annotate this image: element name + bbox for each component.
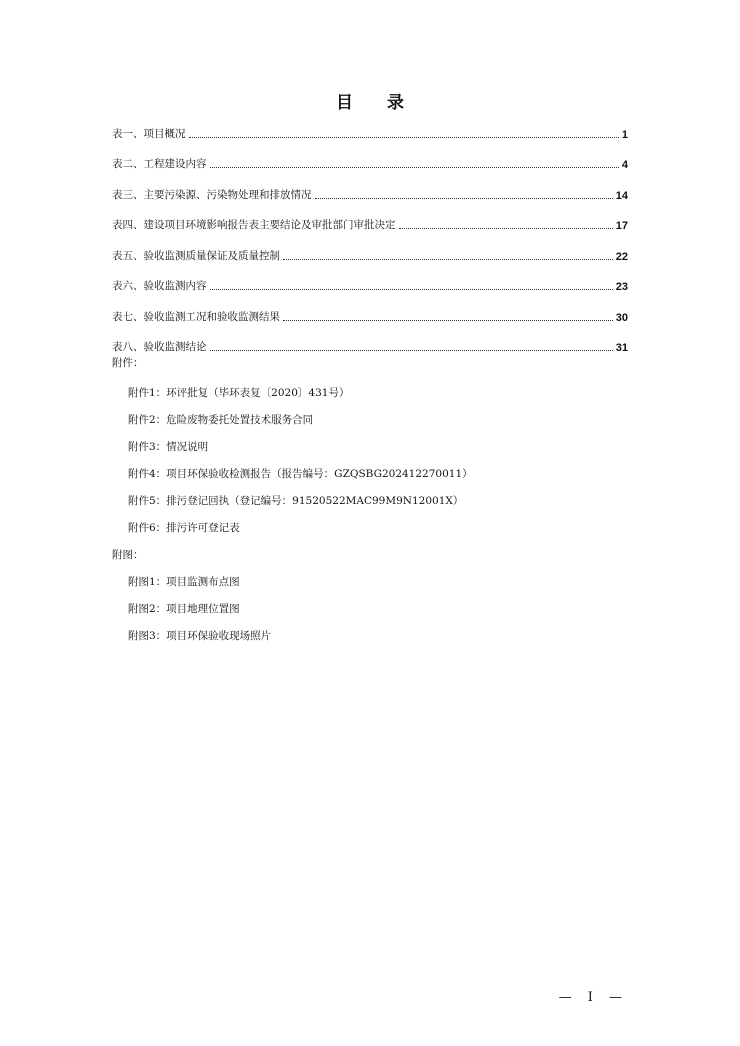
toc-entry[interactable]: [112, 324, 628, 355]
toc-entry[interactable]: [112, 232, 628, 263]
toc-entry-page: 31: [615, 342, 628, 354]
attachments-heading: 附件：: [112, 357, 144, 369]
toc-entry[interactable]: [112, 202, 628, 233]
toc-leader-dots: [283, 259, 613, 260]
attachment-item: 附件1：环评批复（毕环表复〔2020〕431号）: [128, 387, 350, 399]
toc-leader-dots: [189, 137, 619, 138]
figures-list: [128, 574, 271, 655]
attachment-item: 附件5：排污登记回执（登记编号：91520522MAC99M9N12001X）: [128, 495, 464, 507]
toc-leader-dots: [210, 167, 619, 168]
toc-entry-label: 表一、项目概况: [112, 127, 186, 140]
toc-entry-page: 22: [615, 250, 628, 263]
toc-entry[interactable]: [112, 171, 628, 202]
page-number: — I —: [558, 990, 628, 1005]
attachment-item: 附件2：危险废物委托处置技术服务合同: [128, 414, 314, 426]
toc-leader-dots: [210, 350, 613, 351]
toc-leader-dots: [283, 320, 613, 321]
toc-entry-page: 30: [615, 311, 628, 324]
toc-entry-page: 1: [621, 128, 628, 141]
toc-leader-dots: [210, 289, 613, 290]
toc-entry-label: 表三、主要污染源、污染物处理和排放情况: [112, 188, 312, 201]
figure-item: 附图3：项目环保验收现场照片: [128, 630, 272, 642]
toc-entry-label: 表二、工程建设内容: [112, 158, 207, 170]
toc-leader-dots: [315, 198, 613, 199]
attachment-item: 附件6：排污许可登记表: [128, 522, 240, 534]
toc-entry-label: 表四、建设项目环境影响报告表主要结论及审批部门审批决定: [112, 219, 396, 231]
toc-entry-page: 23: [615, 281, 628, 293]
toc-entry[interactable]: [112, 263, 628, 294]
attachment-item: 附件4：项目环保验收检测报告（报告编号：GZQSBG202412270011）: [128, 468, 473, 480]
toc-entry[interactable]: [112, 293, 628, 324]
toc-entry-label: 表六、验收监测内容: [112, 280, 207, 292]
attachments-list: [128, 385, 473, 547]
toc-entry[interactable]: [112, 110, 628, 141]
attachment-item: 附件3：情况说明: [128, 441, 209, 453]
toc-entry-page: 14: [615, 189, 628, 202]
toc-entry-page: 17: [615, 220, 628, 232]
toc-entry-label: 表八、验收监测结论: [112, 341, 207, 353]
page-title: 目 录: [336, 93, 418, 113]
toc-entry-label: 表七、验收监测工况和验收监测结果: [112, 310, 280, 323]
toc-entry-page: 4: [621, 159, 628, 171]
figure-item: 附图1：项目监测布点图: [128, 576, 240, 588]
toc-entry-label: 表五、验收监测质量保证及质量控制: [112, 249, 280, 262]
table-of-contents: [112, 110, 628, 354]
figure-item: 附图2：项目地理位置图: [128, 603, 240, 615]
figures-heading: 附图：: [112, 549, 144, 561]
toc-leader-dots: [399, 228, 613, 229]
toc-entry[interactable]: [112, 141, 628, 172]
